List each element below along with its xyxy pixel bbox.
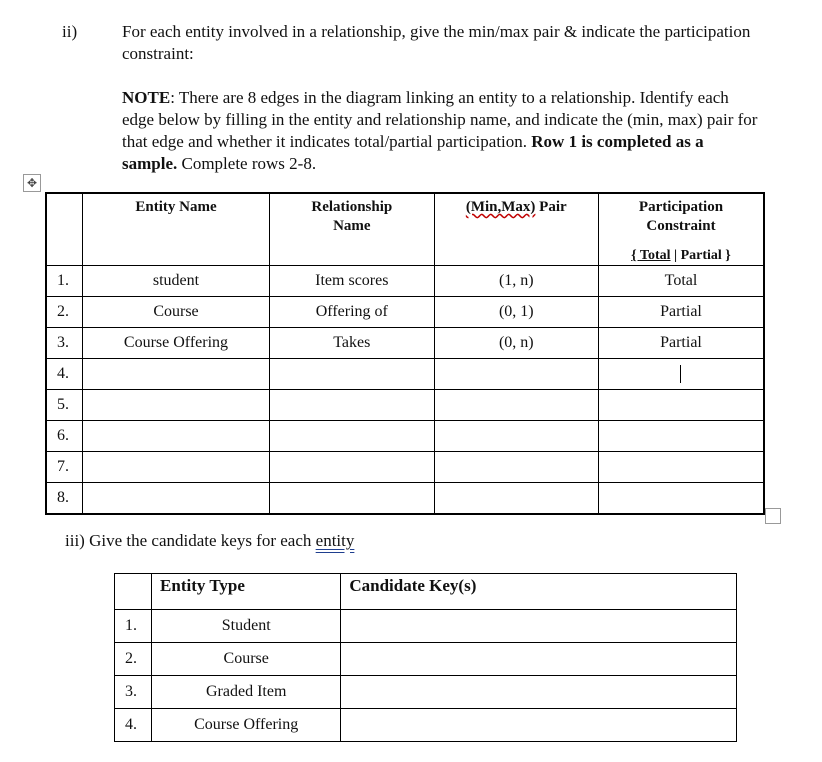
note-text: : There are 8 edges in the diagram linking an entity to a relationship. Identify each edge below by filling in the entity and relationship name, and indicate the (min, max) pair for that edge and whether it indicates total/partial participation. — [122, 88, 758, 151]
header-number — [115, 574, 152, 610]
row-number: 1. — [115, 610, 152, 643]
edges-table — [45, 192, 765, 515]
table-row — [115, 709, 737, 742]
table-row — [46, 328, 764, 359]
section-iii-text: iii) Give the candidate keys for each — [65, 531, 316, 550]
entity-name-cell[interactable]: student — [82, 266, 269, 297]
table-row — [115, 643, 737, 676]
participation-cell[interactable] — [598, 483, 764, 515]
header-minmax-pair — [434, 193, 598, 266]
table-row — [46, 297, 764, 328]
section-iii-heading — [65, 531, 354, 551]
relationship-name-cell[interactable] — [270, 359, 434, 390]
entity-name-cell[interactable] — [82, 483, 269, 515]
table-row — [46, 390, 764, 421]
entity-type-cell: Course Offering — [152, 709, 341, 742]
row-number: 5. — [46, 390, 82, 421]
section-number: ii) — [62, 22, 78, 41]
relationship-name-cell[interactable] — [270, 483, 434, 515]
row-number: 1. — [46, 266, 82, 297]
header-participation-line2: Constraint — [646, 218, 716, 234]
participation-cell[interactable] — [598, 452, 764, 483]
relationship-name-cell[interactable] — [270, 452, 434, 483]
row-number: 4. — [115, 709, 152, 742]
table-row — [46, 421, 764, 452]
options-total: Total — [639, 248, 671, 263]
table-row — [115, 610, 737, 643]
table-row — [46, 359, 764, 390]
table-resize-handle[interactable] — [765, 508, 781, 524]
minmax-pair-cell[interactable]: (1, n) — [434, 266, 598, 297]
options-open-brace: { — [631, 248, 640, 263]
candidate-keys-cell[interactable] — [341, 676, 737, 709]
minmax-pair-cell[interactable] — [434, 359, 598, 390]
header-participation-line1: Participation — [638, 199, 724, 215]
section-iii-entity-word: entity — [315, 531, 355, 550]
options-partial: | Partial } — [670, 248, 731, 263]
text-cursor — [680, 365, 681, 383]
entity-name-cell[interactable]: Course Offering — [82, 328, 269, 359]
candidate-keys-header — [115, 574, 737, 610]
header-minmax-label: (Min,Max) — [465, 199, 536, 215]
header-candidate-keys: Candidate Key(s) — [341, 574, 737, 610]
entity-type-cell: Graded Item — [152, 676, 341, 709]
header-number — [46, 193, 82, 266]
row-number: 2. — [115, 643, 152, 676]
relationship-name-cell[interactable]: Takes — [270, 328, 434, 359]
minmax-pair-cell[interactable]: (0, n) — [434, 328, 598, 359]
relationship-name-cell[interactable] — [270, 421, 434, 452]
table-row — [46, 483, 764, 515]
row-number: 4. — [46, 359, 82, 390]
participation-options — [599, 246, 763, 265]
row-number: 6. — [46, 421, 82, 452]
participation-cell[interactable]: Partial — [598, 297, 764, 328]
instruction-text: For each entity involved in a relationship, give the min/max pair & indicate the participation constraint: — [122, 22, 751, 63]
sample-bold-text: Row 1 is completed as a sample. — [122, 132, 704, 173]
header-participation — [598, 193, 764, 266]
candidate-keys-cell[interactable] — [341, 709, 737, 742]
entity-type-cell: Course — [152, 643, 341, 676]
minmax-pair-cell[interactable] — [434, 483, 598, 515]
header-minmax-rest: Pair — [535, 199, 567, 215]
move-arrows-icon[interactable]: ✥ — [23, 174, 41, 192]
participation-cell[interactable] — [598, 359, 764, 390]
entity-type-cell: Student — [152, 610, 341, 643]
row-number: 2. — [46, 297, 82, 328]
note-label: NOTE — [122, 88, 171, 107]
table-row — [46, 266, 764, 297]
row-number: 7. — [46, 452, 82, 483]
relationship-name-cell[interactable]: Item scores — [270, 266, 434, 297]
participation-cell[interactable]: Total — [598, 266, 764, 297]
header-entity-name: Entity Name — [82, 193, 269, 266]
candidate-keys-table — [114, 573, 737, 742]
edges-table-header — [46, 193, 764, 266]
header-relationship-name — [270, 193, 434, 266]
table-row — [46, 452, 764, 483]
entity-name-cell[interactable]: Course — [82, 297, 269, 328]
entity-name-cell[interactable] — [82, 452, 269, 483]
minmax-pair-cell[interactable] — [434, 421, 598, 452]
sample-rest-text: Complete rows 2-8. — [177, 154, 317, 173]
row-number: 3. — [46, 328, 82, 359]
row-number: 8. — [46, 483, 82, 515]
header-relationship-line2: Name — [333, 218, 371, 234]
entity-name-cell[interactable] — [82, 390, 269, 421]
participation-cell[interactable]: Partial — [598, 328, 764, 359]
entity-name-cell[interactable] — [82, 421, 269, 452]
note-paragraph — [122, 87, 762, 175]
table-row — [115, 676, 737, 709]
participation-cell[interactable] — [598, 421, 764, 452]
header-entity-type: Entity Type — [152, 574, 341, 610]
minmax-pair-cell[interactable] — [434, 390, 598, 421]
candidate-keys-cell[interactable] — [341, 643, 737, 676]
relationship-name-cell[interactable]: Offering of — [270, 297, 434, 328]
candidate-keys-cell[interactable] — [341, 610, 737, 643]
minmax-pair-cell[interactable]: (0, 1) — [434, 297, 598, 328]
relationship-name-cell[interactable] — [270, 390, 434, 421]
header-relationship-line1: Relationship — [311, 199, 393, 215]
row-number: 3. — [115, 676, 152, 709]
participation-cell[interactable] — [598, 390, 764, 421]
entity-name-cell[interactable] — [82, 359, 269, 390]
minmax-pair-cell[interactable] — [434, 452, 598, 483]
